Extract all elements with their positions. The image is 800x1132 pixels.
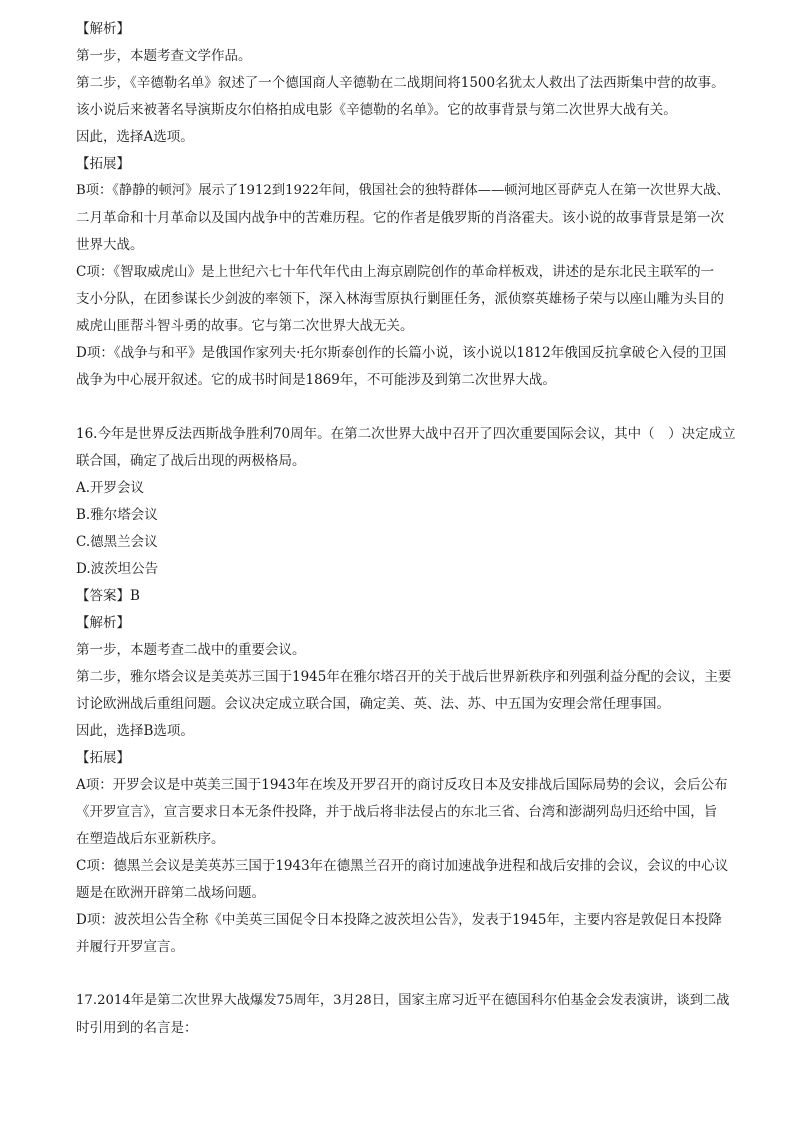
analysis-label: 【解析】: [76, 21, 130, 37]
extend-c-line2: 支小分队，在团参谋长少剑波的率领下，深入林海雪原执行剿匪任务，派侦察英雄杨子荣与以座山雕为头目的: [76, 291, 724, 307]
q16-extend-d-line2: 并履行开罗宣言。: [76, 939, 184, 955]
q16-extend-a-line3: 在塑造战后东亚新秩序。: [76, 831, 225, 847]
q16-answer: 【答案】B: [76, 588, 140, 604]
q16-extend-d-line1: D项：波茨坦公告全称《中美英三国促令日本投降之波茨坦公告》，发表于1945年，主要内容是敦促日本投降: [76, 912, 722, 928]
q16-extend-c-line1: C项：德黑兰会议是美英苏三国于1943年在德黑兰召开的商讨加速战争进程和战后安排的会议，会议的中心议: [76, 858, 729, 874]
extend-d-line2: 战争为中心展开叙述。它的成书时间是1869年，不可能涉及到第二次世界大战。: [76, 372, 556, 388]
q16-extend-c-line2: 题是在欧洲开辟第二战场问题。: [76, 885, 265, 901]
extend-c-line1: C项：《智取威虎山》是上世纪六七十年代年代由上海京剧院创作的革命样板戏，讲述的是东北民主联军的一: [76, 264, 715, 280]
q16-conclusion: 因此，选择B选项。: [76, 723, 194, 739]
analysis-conclusion: 因此，选择A选项。: [76, 129, 194, 145]
analysis-step1: 第一步，本题考查文学作品。: [76, 48, 252, 64]
q16-analysis-label: 【解析】: [76, 615, 130, 631]
q16-extend-a-line1: A项：开罗会议是中英美三国于1943年在埃及开罗召开的商讨反攻日本及安排战后国际局势的会议，会后公布: [76, 777, 728, 793]
q16-stem-line1: 16.今年是世界反法西斯战争胜利70周年。在第二次世界大战中召开了四次重要国际会议，其中（ ）决定成立: [76, 426, 736, 442]
q16-analysis-step2-line1: 第二步，雅尔塔会议是美英苏三国于1945年在雅尔塔召开的关于战后世界新秩序和列强利益分配的会议，主要: [76, 669, 732, 685]
q17-stem-line1: 17.2014年是第二次世界大战爆发75周年，3月28日，国家主席习近平在德国科尔伯基金会发表演讲，谈到二战: [76, 993, 730, 1008]
q16-option-d: D.波茨坦公告: [76, 561, 159, 577]
q16-option-c: C.德黑兰会议: [76, 534, 158, 550]
q16-option-a: A.开罗会议: [76, 480, 145, 496]
extend-c-line3: 威虎山匪帮斗智斗勇的故事。它与第二次世界大战无关。: [76, 318, 414, 334]
extend-b-line2: 二月革命和十月革命以及国内战争中的苦难历程。它的作者是俄罗斯的肖洛霍夫。该小说的故事背景是第一次: [76, 210, 724, 226]
extend-d-line1: D项：《战争与和平》是俄国作家列夫·托尔斯泰创作的长篇小说，该小说以1812年俄国反抗拿破仑入侵的卫国: [76, 345, 727, 361]
q17-stem-line2: 时引用到的名言是：: [76, 1020, 198, 1036]
q16-extend-a-line2: 《开罗宣言》，宣言要求日本无条件投降，并于战后将非法侵占的东北三省、台湾和澎湖列岛归还给中国，旨: [76, 804, 718, 820]
analysis-step2-line1: 第二步，《辛德勒名单》叙述了一个德国商人辛德勒在二战期间将1500名犹太人救出了法西斯集中营的故事。: [76, 75, 725, 91]
extend-b-line1: B项：《静静的顿河》展示了1912到1922年间，俄国社会的独特群体——顿河地区哥萨克人在第一次世界大战、: [76, 183, 730, 198]
q16-extend-label: 【拓展】: [76, 750, 130, 766]
q16-analysis-step1: 第一步，本题考查二战中的重要会议。: [76, 642, 306, 658]
extend-label: 【拓展】: [76, 156, 130, 172]
q16-analysis-step2-line2: 讨论欧洲战后重组问题。会议决定成立联合国，确定美、英、法、苏、中五国为安理会常任理事国。: [76, 696, 670, 712]
q16-option-b: B.雅尔塔会议: [76, 507, 158, 523]
analysis-step2-line2: 该小说后来被著名导演斯皮尔伯格拍成电影《辛德勒的名单》。它的故事背景与第二次世界大战有关。: [76, 102, 677, 118]
extend-b-line3: 世界大战。: [76, 237, 144, 253]
q16-stem-line2: 联合国，确定了战后出现的两极格局。: [76, 453, 306, 469]
